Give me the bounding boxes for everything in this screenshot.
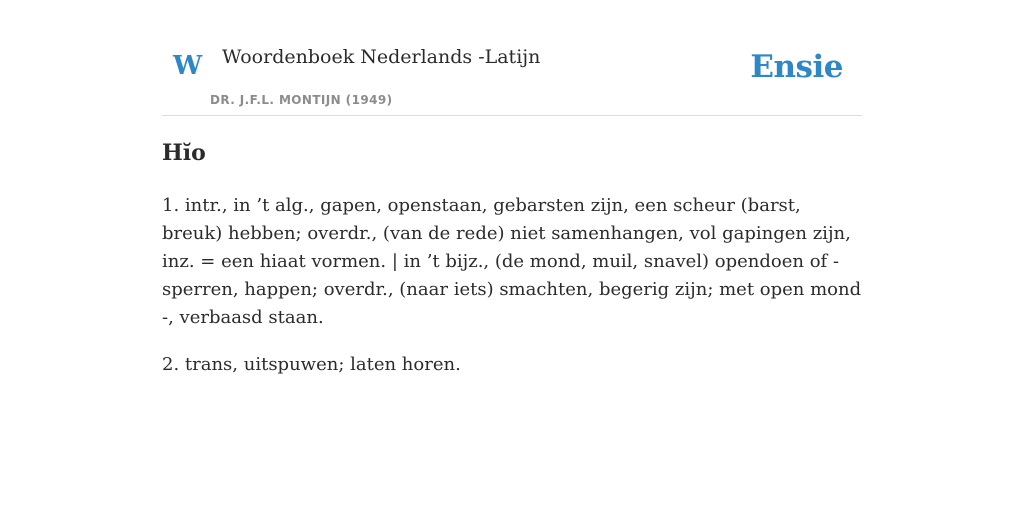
entry-headword: Hĭo: [162, 140, 206, 166]
definition-1: 1. intr., in ’t alg., gapen, openstaan, gebarsten zijn, een scheur (barst, breuk) hebben; overdr., (van de rede) niet samenhangen, vol gapingen zijn, inz. = een hiaat vormen. | in ’t bijz., (de mond, muil, snavel) opendoen of -sperren, happen; overdr., (naar iets) smachten, begerig zijn; met open mond -, verbaasd staan.: [162, 195, 862, 328]
dictionary-author: DR. J.F.L. MONTIJN (1949): [210, 93, 393, 107]
dictionary-logo-icon: W: [173, 51, 202, 81]
ensie-logo[interactable]: Ensie: [750, 49, 843, 85]
entry-definitions: [162, 192, 862, 398]
definition-2: 2. trans, uitspuwen; laten horen.: [162, 354, 461, 375]
dictionary-header: [162, 40, 862, 116]
dictionary-title[interactable]: Woordenboek Nederlands -Latijn: [222, 46, 541, 68]
